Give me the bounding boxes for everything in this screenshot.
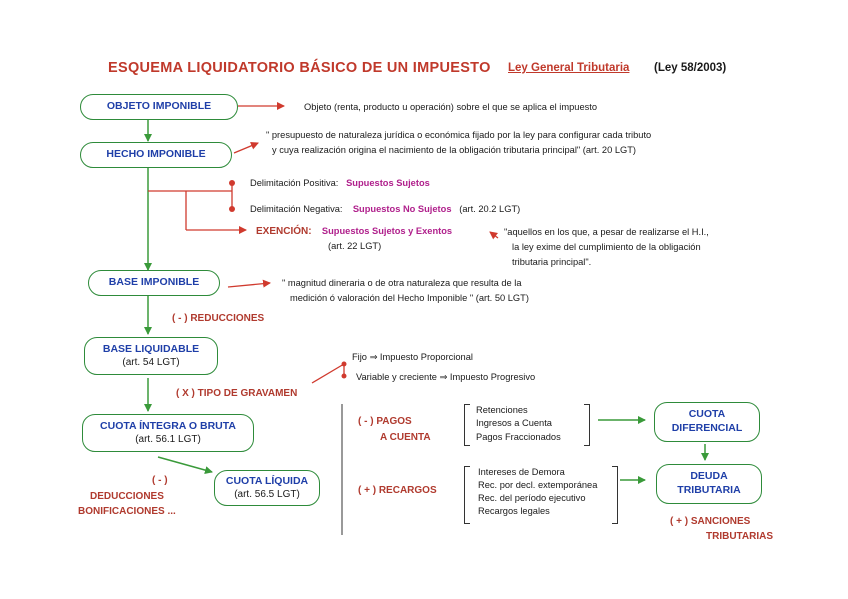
delimitacion-positiva — [250, 176, 430, 190]
deducciones-label: DEDUCCIONES — [90, 491, 164, 502]
diagram-title: ESQUEMA LIQUIDATORIO BÁSICO DE UN IMPUESTO — [108, 60, 491, 76]
box-cuota-diferencial — [654, 402, 760, 442]
variable-label: Variable y creciente ⇒ Impuesto Progresivo — [356, 372, 536, 382]
exencion-desc-line2: la ley exime del cumplimiento de la obligación — [512, 242, 701, 252]
objeto-description: Objeto (renta, producto u operación) sobre el que se aplica el impuesto — [304, 102, 598, 112]
box-cuota-integra-ref: (art. 56.1 LGT) — [135, 434, 201, 446]
box-cuota-dif-line2: DIFERENCIAL — [671, 422, 743, 434]
box-deuda-tributaria — [656, 464, 762, 504]
hecho-description-line2: y cuya realización origina el nacimiento de la obligación tributaria principal" (art. 20 LGT) — [272, 145, 636, 155]
pagos-bracket-left — [464, 404, 470, 446]
box-base-liquidable — [84, 337, 218, 375]
delim-neg-value: Supuestos No Sujetos — [352, 204, 452, 214]
delimitacion-negativa — [250, 202, 520, 216]
box-deuda-line1: DEUDA — [690, 470, 728, 483]
law-reference: (Ley 58/2003) — [654, 62, 727, 74]
reducciones-label: ( - ) REDUCCIONES — [172, 313, 265, 324]
tipo-gravamen-label: ( X ) TIPO DE GRAVAMEN — [176, 388, 298, 399]
box-cuota-integra — [82, 414, 254, 452]
exencion-reference: (art. 22 LGT) — [328, 241, 382, 251]
box-base-liq-label: BASE LIQUIDABLE — [102, 342, 200, 355]
pagos-item: Ingresos a Cuenta — [476, 418, 552, 429]
sanciones-line2: TRIBUTARIAS — [706, 531, 774, 542]
recargos-item: Intereses de Demora — [478, 467, 565, 477]
box-cuota-dif-line1: CUOTA — [688, 408, 726, 421]
box-objeto-label: OBJETO IMPONIBLE — [106, 100, 212, 113]
box-cuota-liquida — [214, 470, 320, 506]
box-base-imponible — [88, 270, 220, 296]
pagos-label-line2: A CUENTA — [380, 432, 431, 443]
arrow-base-desc — [228, 283, 270, 287]
recargos-bracket-right — [612, 466, 618, 524]
delim-neg-label: Delimitación Negativa: — [250, 204, 343, 214]
deducciones-sign: ( - ) — [152, 475, 168, 486]
delim-neg-ref: (art. 20.2 LGT) — [459, 204, 521, 214]
pagos-item: Retenciones — [476, 405, 528, 415]
pagos-label-line1: ( - ) PAGOS — [358, 416, 412, 427]
delim-pos-value: Supuestos Sujetos — [346, 178, 430, 188]
recargos-bracket-left — [464, 466, 470, 524]
recargos-items — [478, 466, 597, 518]
arrow-cuota-liquida — [158, 457, 212, 472]
recargos-label: ( + ) RECARGOS — [358, 485, 437, 496]
recargos-item: Recargos legales — [478, 506, 550, 517]
exencion-desc-line1: "aquellos en los que, a pesar de realizarse el H.I., — [504, 227, 709, 237]
pagos-item: Pagos Fraccionados — [476, 431, 561, 442]
box-hecho-label: HECHO IMPONIBLE — [106, 148, 206, 161]
pagos-bracket-right — [584, 404, 590, 446]
box-base-imp-label: BASE IMPONIBLE — [108, 276, 200, 289]
exencion-value: Supuestos Sujetos y Exentos — [321, 226, 453, 236]
recargos-item: Rec. por decl. extemporánea — [478, 480, 598, 491]
hecho-description-line1: " presupuesto de naturaleza jurídica o económica fijado por la ley para configurar cada tributo — [266, 130, 652, 140]
exencion-desc-line3: tributaria principal". — [512, 257, 592, 267]
box-base-liq-ref: (art. 54 LGT) — [122, 357, 180, 369]
arrow-exencion-desc — [490, 232, 498, 238]
sanciones-line1: ( + ) SANCIONES — [670, 516, 751, 527]
base-imp-desc-line2: medición ó valoración del Hecho Imponible " (art. 50 LGT) — [290, 293, 529, 303]
box-deuda-line2: TRIBUTARIA — [677, 484, 741, 496]
arrow-hecho-desc — [234, 143, 258, 153]
fijo-label: Fijo ⇒ Impuesto Proporcional — [352, 352, 473, 362]
box-cuota-liquida-ref: (art. 56.5 LGT) — [234, 489, 300, 501]
base-imp-desc-line1: " magnitud dineraria o de otra naturaleza que resulta de la — [282, 278, 522, 288]
recargos-item: Rec. del período ejecutivo — [478, 493, 586, 504]
bonificaciones-label: BONIFICACIONES ... — [78, 506, 176, 517]
pagos-items — [476, 404, 561, 444]
box-objeto-imponible — [80, 94, 238, 120]
delim-pos-label: Delimitación Positiva: — [250, 178, 339, 188]
law-name: Ley General Tributaria — [508, 62, 630, 74]
box-cuota-integra-label: CUOTA ÍNTEGRA O BRUTA — [100, 419, 236, 432]
box-cuota-liquida-label: CUOTA LÍQUIDA — [225, 474, 309, 487]
exencion-line — [256, 224, 452, 240]
exencion-label: EXENCIÓN: — [256, 226, 312, 237]
box-hecho-imponible — [80, 142, 232, 168]
